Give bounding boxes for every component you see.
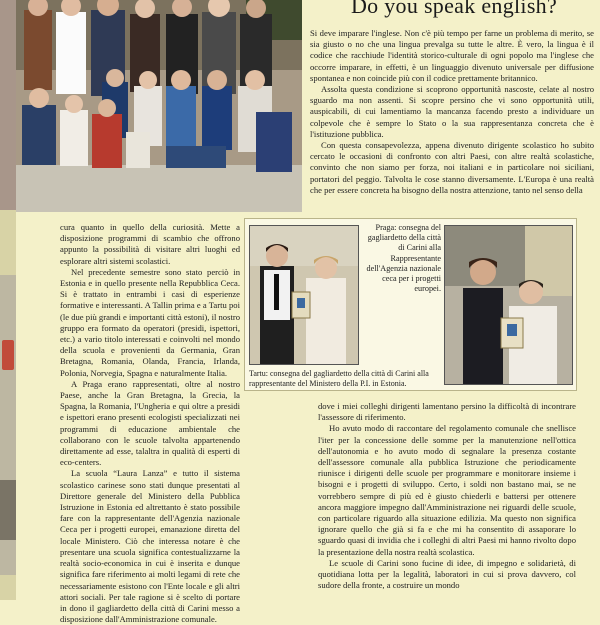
paragraph: Nel precedente semestre sono stato perciò in Estonia e in quello presente nella Repubblica Ceca. Si è trattato in entrambi i casi di esperienze formative e interessanti. A Tallin prima e a Tartu poi (le due più grandi e importanti città estoni), il nostro gruppo era formato da operatori (presidi, ispettori, etc.) a vario titolo interessati e coinvolti nel mondo della scuola e provenienti da Germania, Gran Bretagna, Romania, Olanda, Francia, Irlanda, Polonia, Norvegia, Spagna e naturalmente Italia. bbox=[60, 266, 240, 378]
praga-photo bbox=[444, 225, 573, 385]
caption-praga: Praga: consegna del gagliardetto della città di Carini alla Rappresentante dell'Agenzia nazionale ceca per i progetti europei. bbox=[366, 223, 441, 294]
tartu-photo bbox=[249, 225, 359, 365]
left-column bbox=[60, 222, 240, 625]
paragraph: dove i miei colleghi dirigenti lamentano persino la difficoltà di incontrare l'assessore di riferimento. bbox=[318, 401, 576, 423]
group-photo bbox=[16, 0, 302, 212]
caption-tartu: Tartu: consegna del gagliardetto della città di Carini alla rappresentante del Ministero della P.I. in Estonia. bbox=[249, 369, 429, 388]
paragraph: Assolta questa condizione si scoprono opportunità nascoste, celate al nostro sguardo ma non assenti. Si scopre persino che vi sono opportunità utili, auspicabili, di cui lamentiamo la mancanza facendo presto a individuare un colpevole che è sempre lo Stato o la sua rappresentanza concreta che è l'istituzione pubblica. bbox=[310, 84, 594, 139]
right-column bbox=[318, 401, 576, 591]
paragraph: Ho avuto modo di raccontare del regolamento comunale che snellisce l'iter per la concessione delle somme per la manutenzione nell'ottica dell'autonomia e ho avuto modo di segnalare la presenza costante dell'assessore comunale alla pubblica Istruzione che periodicamente riunisce i dirigenti delle scuole per programmare e monitorare insieme i bisogni e i progetti di sviluppo. Certo, i soldi non bastano mai, se ne vorrebbero sempre di più ed è giusto chiederli e battersi per ottenere ancora maggiore impegno dall'Amministrazione nei riguardi delle scuole, con particolare riguardo alla situazione edilizia. Ma questo non significa ignorare quello che già si fa e che mi ha consentito di assaporare lo sguardo quasi di invidia che i colleghi di altri Paesi mi hanno rivolto dopo la presentazione della nostra realtà scolastica. bbox=[318, 423, 576, 557]
photo-panel bbox=[244, 218, 577, 391]
binding-strip-image bbox=[0, 0, 16, 600]
paragraph: Si deve imparare l'inglese. Non c'è più tempo per farne un problema di merito, se sia giusto o no che una lingua prevalga su tutte le altre. È vero, la lingua è il codice che racchiude l'identità storico-culturale di ogni popolo ma l'inglese che occorre imparare, in effetti, è un linguaggio divenuto universale per diffusione spontanea e non coincide più con il codice prettamente britannico. bbox=[310, 28, 594, 83]
intro-text-block bbox=[310, 28, 594, 196]
paragraph: cura quanto in quello della curiosità. Mette a disposizione programmi di scambio che offrono appunto la possibilità di visitare altri luoghi ed esplorare altri sistemi scolastici. bbox=[60, 222, 240, 266]
paragraph: La scuola “Laura Lanza” e tutto il sistema scolastico carinese sono stati dunque presentati al Direttore generale del Ministero della Pubblica Istruzione in Estonia ed altrettanto è stato possibile fare con la rappresentante dell'Agenzia nazionale Ceca per i progetti europei, emanazione diretta del locale Ministero. Ciò che interessa notare è che presentare una scuola significa contestualizzarne la realtà socio-economica in cui è inserita e dunque significa fare riferimento ai molti legami di rete che necessariamente esistono con l'Ente locale e gli altri attori sociali. Per tale ragione si è scelto di portare in dono il gagliardetto della città di Carini messo a disposizione dall'Amministrazione comunale. bbox=[60, 468, 240, 625]
article-title: Do you speak english? bbox=[350, 0, 558, 18]
paragraph: Con questa consapevolezza, appena divenuto dirigente scolastico ho subito cercato le occasioni di confronto con altri Paesi, con altre realtà scolastiche, convinto che non siamo per forza, noi italiani e in particolare noi siciliani, portatori del peggio. Talvolta le cose stanno diversamente. L'Europa è una realtà che per essere concreta ha bisogno della nostra attenzione, tanto nel senso della bbox=[310, 140, 594, 195]
paragraph: Le scuole di Carini sono fucine di idee, di impegno e solidarietà, di quotidiana lotta per la legalità, laboratori in cui si prova davvero, col sudore della fronte, a costruire un mondo bbox=[318, 557, 576, 591]
paragraph: A Praga erano rappresentati, oltre al nostro Paese, anche la Gran Bretagna, la Grecia, la Spagna, la Romania, l'Ungheria e qui oltre a presidi e ispettori erano presenti ecologisti specializzati nei programmi di educazione ambientale che collaborano con le scuole talvolta appartenendo direttamente ad esse, talaltra in qualità di esperti di eco-centers. bbox=[60, 378, 240, 468]
